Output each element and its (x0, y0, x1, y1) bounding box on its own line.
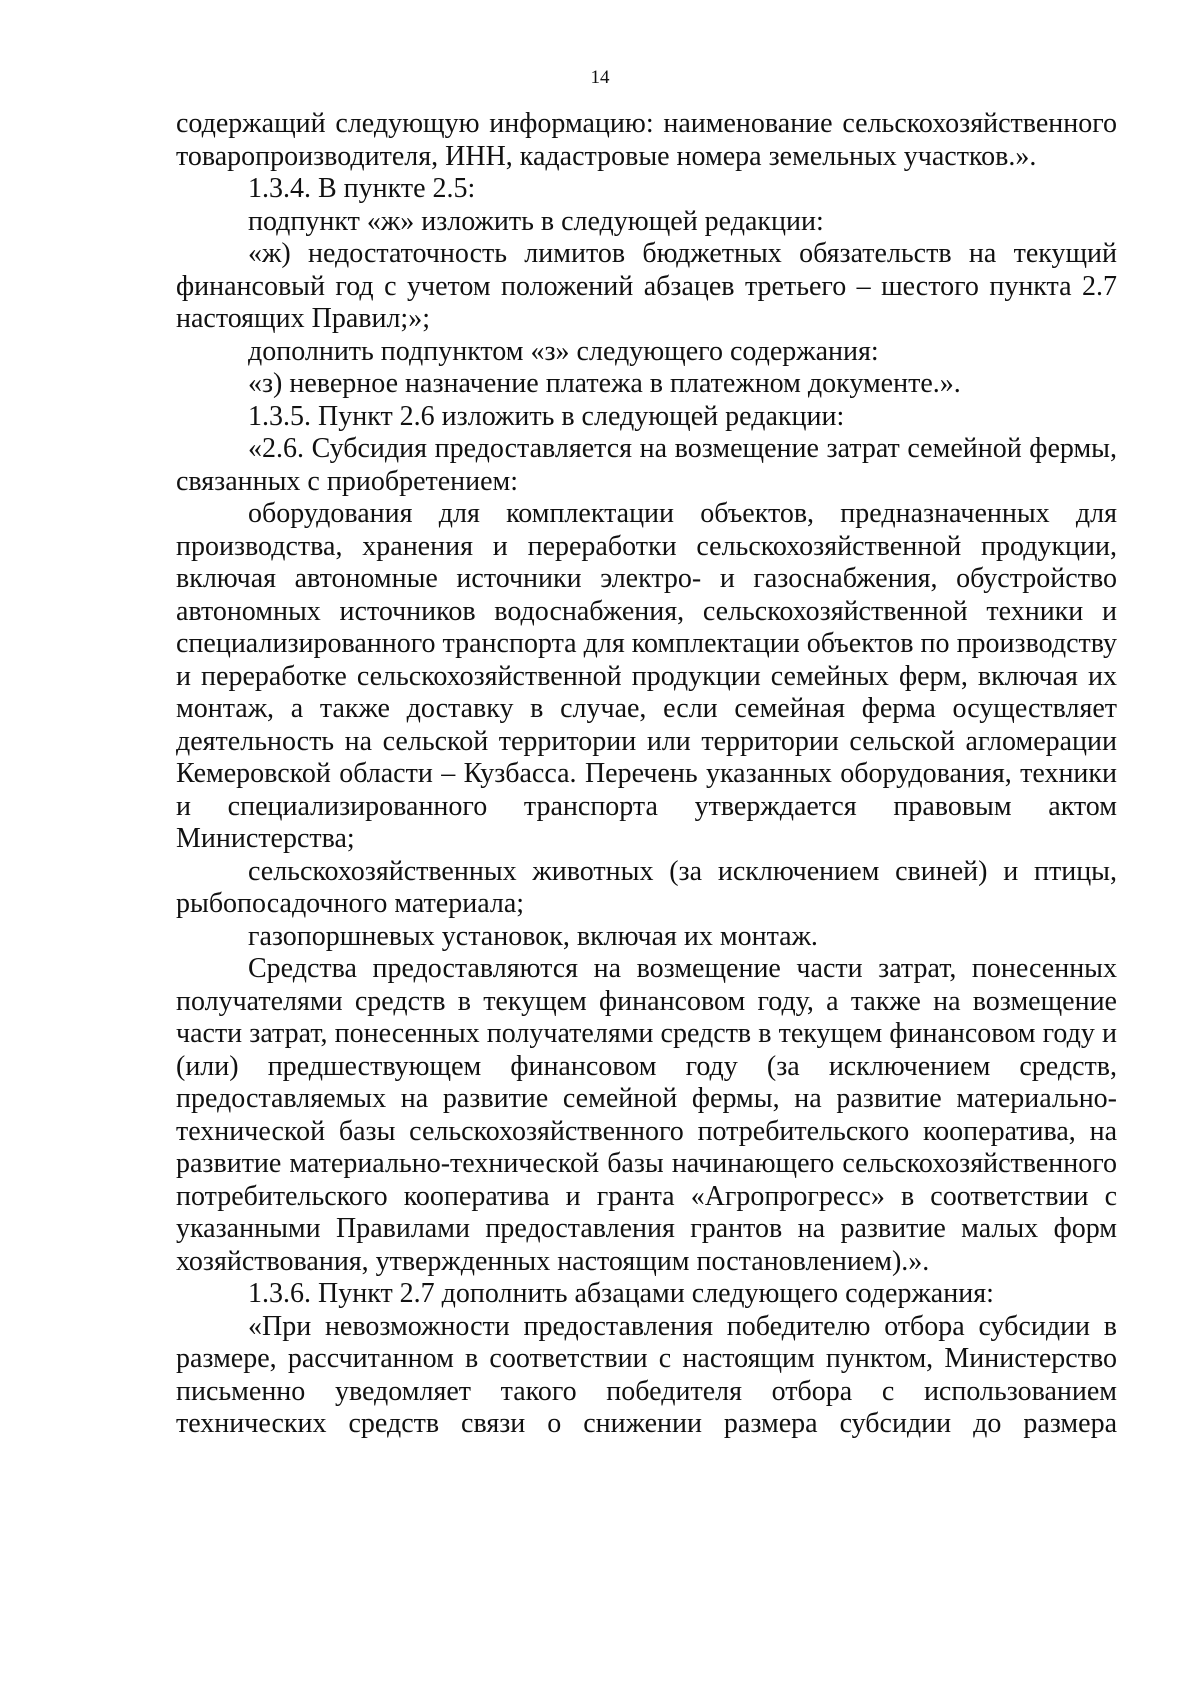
paragraph: 1.3.5. Пункт 2.6 изложить в следующей редакции: (248, 400, 845, 432)
paragraph: дополнить подпунктом «з» следующего содержания: (248, 335, 879, 367)
paragraph: «з) неверное назначение платежа в платежном документе.». (248, 368, 961, 399)
paragraph: 1.3.6. Пункт 2.7 дополнить абзацами следующего содержания: (248, 1278, 994, 1309)
paragraph: газопоршневых установок, включая их монтаж. (248, 920, 818, 952)
paragraph: «2.6. Субсидия предоставляется на возмещение затрат семейной фермы, связанных с приобретением: (176, 433, 1117, 497)
paragraph: Средства предоставляются на возмещение части затрат, понесенных получателями средств в текущем финансовом году, а также на возмещение части затрат, понесенных получателями средств в текущем финансовом году и (или) предшествующем финансовом году (за исключением средств, предоставляемых на развитие семейной фермы, на развитие материально-технической базы сельскохозяйственного потребительского кооператива, на развитие материально-технической базы начинающего сельскохозяйственного потребительского кооператива и гранта «Агропрогресс» в соответствии с указанными Правилами предоставления грантов на развитие малых форм хозяйствования, утвержденных настоящим постановлением).». (176, 953, 1117, 1277)
paragraph: оборудования для комплектации объектов, предназначенных для производства, хранения и переработки сельскохозяйственной продукции, включая автономные источники электро- и газоснабжения, обустройство автономных источников водоснабжения, сельскохозяйственной техники и специализированного транспорта для комплектации объектов по производству и переработке сельскохозяйственной продукции семейных ферм, включая их монтаж, а также доставку в случае, если семейная ферма осуществляет деятельность на сельской территории или территории сельской агломерации Кемеровской области – Кузбасса. Перечень указанных оборудования, техники и специализированного транспорта утверждается правовым актом Министерства; (176, 498, 1117, 854)
paragraph: подпункт «ж» изложить в следующей редакции: (248, 205, 824, 237)
paragraph: 1.3.4. В пункте 2.5: (248, 173, 476, 204)
paragraph: сельскохозяйственных животных (за исключением свиней) и птицы, рыбопосадочного материала; (176, 855, 1117, 919)
page-number: 14 (590, 67, 610, 88)
document-body (176, 108, 1117, 1441)
paragraph: «ж) недостаточность лимитов бюджетных обязательств на текущий финансовый год с учетом положений абзацев третьего – шестого пункта 2.7 настоящих Правил;»; (176, 238, 1117, 334)
paragraph: «При невозможности предоставления победителю отбора субсидии в размере, рассчитанном в соответствии с настоящим пунктом, Министерство письменно уведомляет такого победителя отбора с использованием технических средств связи о снижении размера субсидии до размера (176, 1310, 1117, 1439)
paragraph: содержащий следующую информацию: наименование сельскохозяйственного товаропроизводителя, ИНН, кадастровые номера земельных участков.». (176, 108, 1117, 172)
